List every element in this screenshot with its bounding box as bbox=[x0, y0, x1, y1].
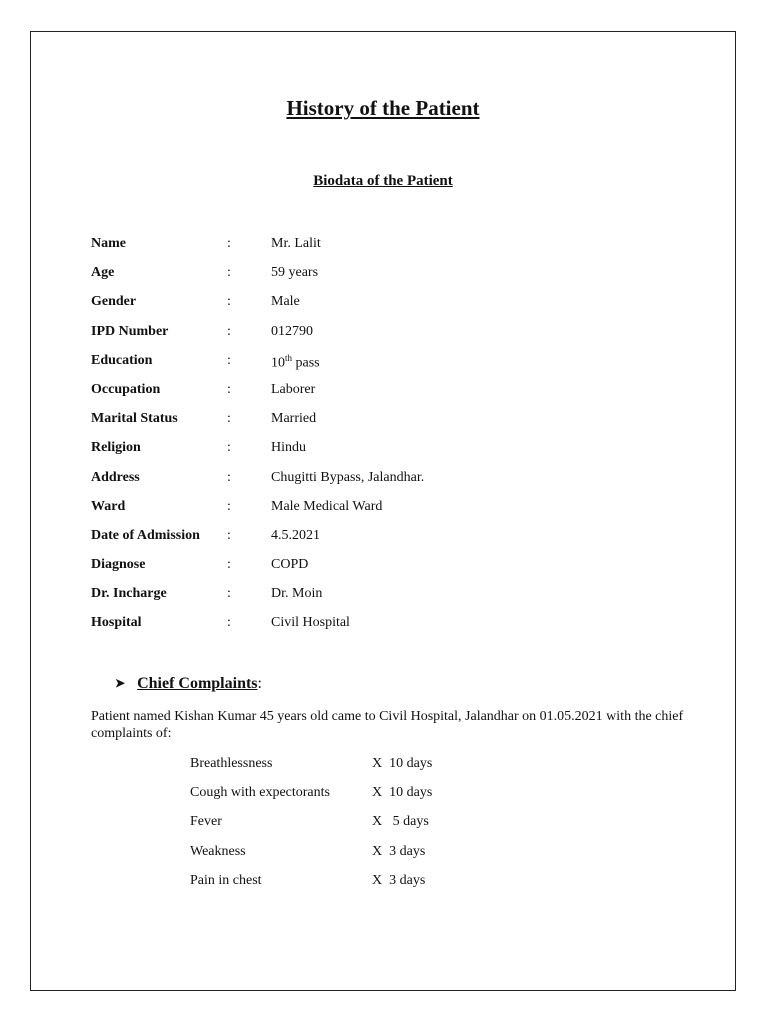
chief-complaints-heading bbox=[115, 675, 262, 693]
section-subtitle-biodata: Biodata of the Patient bbox=[313, 173, 453, 189]
document-page bbox=[30, 31, 736, 991]
biodata-row-age bbox=[91, 261, 691, 290]
biodata-value-education bbox=[271, 353, 320, 372]
biodata-row-occupation bbox=[91, 378, 691, 407]
biodata-label: Age bbox=[91, 265, 115, 281]
biodata-value: Married bbox=[271, 411, 317, 427]
complaint-row bbox=[190, 869, 590, 898]
chief-complaints-title: Chief Complaints bbox=[137, 675, 258, 692]
biodata-separator: : bbox=[227, 381, 231, 397]
biodata-value: Male bbox=[271, 294, 300, 310]
biodata-row-date-of-admission bbox=[91, 524, 691, 553]
biodata-label: Occupation bbox=[91, 381, 161, 397]
biodata-label: Religion bbox=[91, 440, 141, 456]
complaint-name: Cough with expectorants bbox=[190, 785, 330, 801]
biodata-row-hospital bbox=[91, 611, 691, 640]
complaint-name: Weakness bbox=[190, 843, 246, 859]
biodata-separator: : bbox=[227, 440, 231, 456]
biodata-separator: : bbox=[227, 352, 231, 368]
biodata-label: Ward bbox=[91, 498, 126, 514]
complaint-duration: X 10 days bbox=[372, 756, 433, 771]
biodata-label: IPD Number bbox=[91, 323, 169, 339]
page-title: History of the Patient bbox=[286, 96, 480, 120]
biodata-separator: : bbox=[227, 236, 231, 251]
complaint-row bbox=[190, 840, 590, 869]
biodata-row-gender bbox=[91, 290, 691, 319]
biodata-row-education bbox=[91, 349, 691, 378]
biodata-row-marital-status bbox=[91, 407, 691, 436]
biodata-separator: : bbox=[227, 265, 231, 281]
complaint-name: Pain in chest bbox=[190, 872, 262, 888]
biodata-row-name bbox=[91, 232, 691, 261]
biodata-label: Hospital bbox=[91, 615, 142, 631]
biodata-value: Hindu bbox=[271, 440, 306, 456]
biodata-value: 012790 bbox=[271, 323, 313, 339]
complaint-duration: X 10 days bbox=[372, 785, 433, 801]
chief-complaints-intro: Patient named Kishan Kumar 45 years old came to Civil Hospital, Jalandhar on 01.05.2021 with the chief complaints of: bbox=[91, 709, 684, 741]
biodata-separator: : bbox=[227, 527, 231, 543]
complaint-duration: X 3 days bbox=[372, 843, 426, 859]
biodata-separator: : bbox=[227, 498, 231, 514]
biodata-row-religion bbox=[91, 436, 691, 465]
biodata-label: Dr. Incharge bbox=[91, 586, 167, 602]
complaint-duration: X 3 days bbox=[372, 872, 426, 888]
biodata-row-diagnose bbox=[91, 553, 691, 582]
complaint-name: Fever bbox=[190, 814, 222, 830]
complaint-row bbox=[190, 752, 590, 781]
biodata-row-dr-incharge bbox=[91, 582, 691, 611]
biodata-label: Name bbox=[91, 236, 126, 251]
biodata-table bbox=[91, 232, 691, 641]
biodata-row-ipd-number bbox=[91, 320, 691, 349]
complaints-list bbox=[190, 752, 590, 898]
biodata-separator: : bbox=[227, 294, 231, 310]
complaint-row bbox=[190, 810, 590, 839]
biodata-label: Gender bbox=[91, 294, 137, 310]
biodata-label: Date of Admission bbox=[91, 527, 200, 543]
biodata-value: Dr. Moin bbox=[271, 586, 323, 602]
biodata-row-address bbox=[91, 466, 691, 495]
biodata-value: 4.5.2021 bbox=[271, 527, 320, 543]
biodata-value: Laborer bbox=[271, 381, 316, 397]
complaint-name: Breathlessness bbox=[190, 756, 273, 771]
biodata-value: COPD bbox=[271, 557, 309, 573]
biodata-value: Male Medical Ward bbox=[271, 498, 383, 514]
biodata-separator: : bbox=[227, 469, 231, 485]
biodata-separator: : bbox=[227, 323, 231, 339]
biodata-separator: : bbox=[227, 411, 231, 427]
biodata-label: Address bbox=[91, 469, 140, 485]
bullet-arrow-icon: ➤ bbox=[115, 676, 126, 690]
biodata-separator: : bbox=[227, 557, 231, 573]
chief-complaints-colon: : bbox=[257, 675, 262, 692]
biodata-value: Mr. Lalit bbox=[271, 236, 321, 251]
biodata-row-ward bbox=[91, 495, 691, 524]
education-superscript: th bbox=[285, 352, 293, 363]
biodata-value: Chugitti Bypass, Jalandhar. bbox=[271, 469, 425, 485]
biodata-label: Marital Status bbox=[91, 411, 178, 427]
biodata-separator: : bbox=[227, 615, 231, 631]
complaint-row bbox=[190, 781, 590, 810]
biodata-separator: : bbox=[227, 586, 231, 602]
biodata-label: Education bbox=[91, 352, 153, 368]
education-number: 10 bbox=[271, 355, 285, 371]
biodata-label: Diagnose bbox=[91, 557, 146, 573]
biodata-value: Civil Hospital bbox=[271, 615, 350, 631]
biodata-value: 59 years bbox=[271, 265, 319, 281]
complaint-duration: X 5 days bbox=[372, 814, 429, 830]
education-suffix: pass bbox=[292, 355, 320, 371]
